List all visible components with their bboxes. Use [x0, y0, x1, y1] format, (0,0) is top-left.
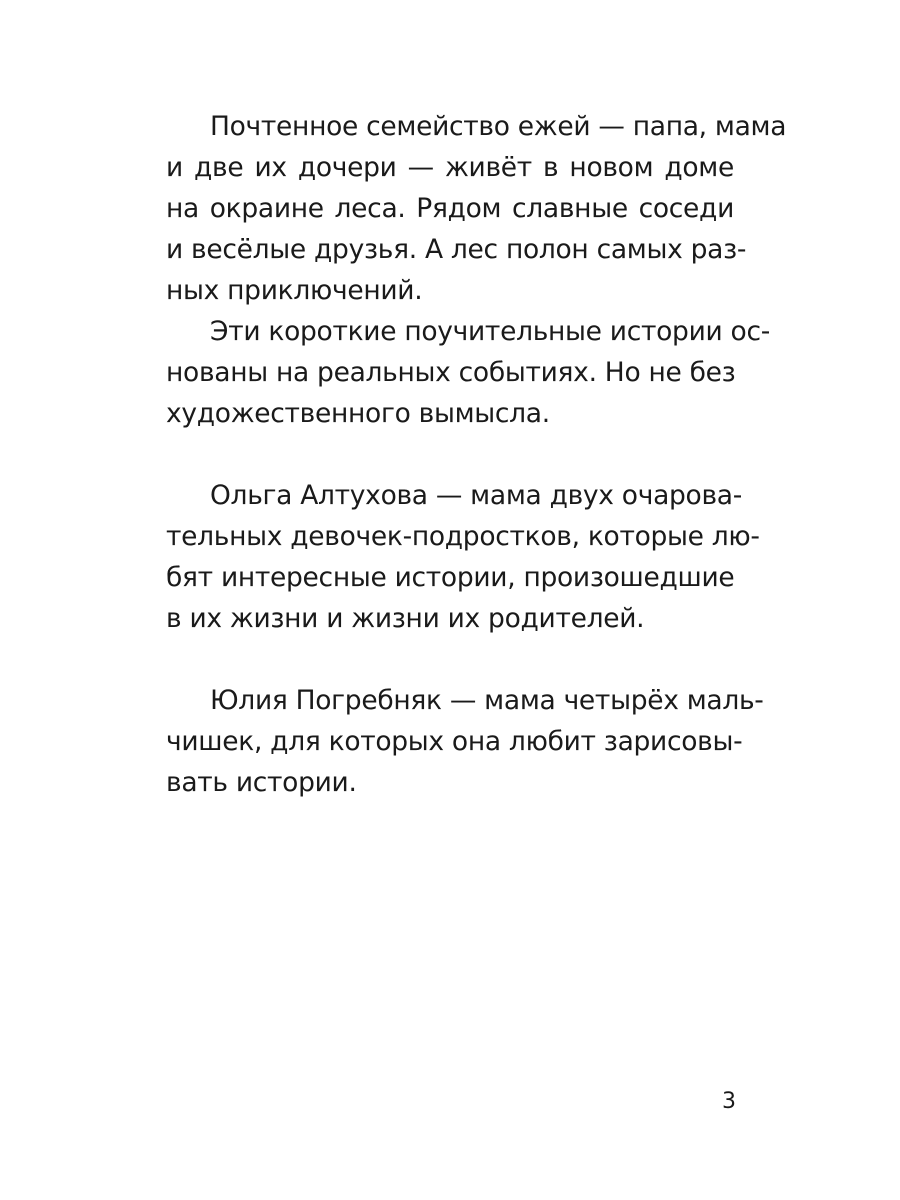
text-line: Юлия Погребняк — мама четырёх маль-	[210, 685, 764, 716]
paragraph-author-bio	[166, 475, 760, 639]
text-line: бят интересные истории, произошедшие	[166, 562, 735, 593]
text-line: Эти короткие поучительные истории ос-	[210, 316, 770, 347]
text-line: тельных девочек-подростков, которые лю-	[166, 521, 760, 552]
text-line: нованы на реальных событиях. Но не без	[166, 357, 736, 388]
text-line: и весёлые друзья. А лес полон самых раз-	[166, 234, 747, 265]
text-line: вать истории.	[166, 767, 357, 798]
text-line: чишек, для которых она любит зарисовы-	[166, 726, 743, 757]
text-line: на окраине леса. Рядом славные соседи	[166, 193, 734, 224]
paragraph-illustrator-bio	[166, 680, 764, 803]
text-line: Ольга Алтухова — мама двух очарова-	[210, 480, 742, 511]
text-line: Почтенное семейство ежей — папа, мама	[210, 111, 787, 142]
paragraph-stories-description	[166, 311, 770, 434]
text-line: в их жизни и жизни их родителей.	[166, 603, 645, 634]
text-line: художественного вымысла.	[166, 398, 550, 429]
text-line: и две их дочери — живёт в новом доме	[166, 152, 734, 183]
page-number: 3	[722, 1089, 736, 1114]
paragraph-hedgehog-family	[166, 106, 787, 311]
text-line: ных приключений.	[166, 275, 423, 306]
